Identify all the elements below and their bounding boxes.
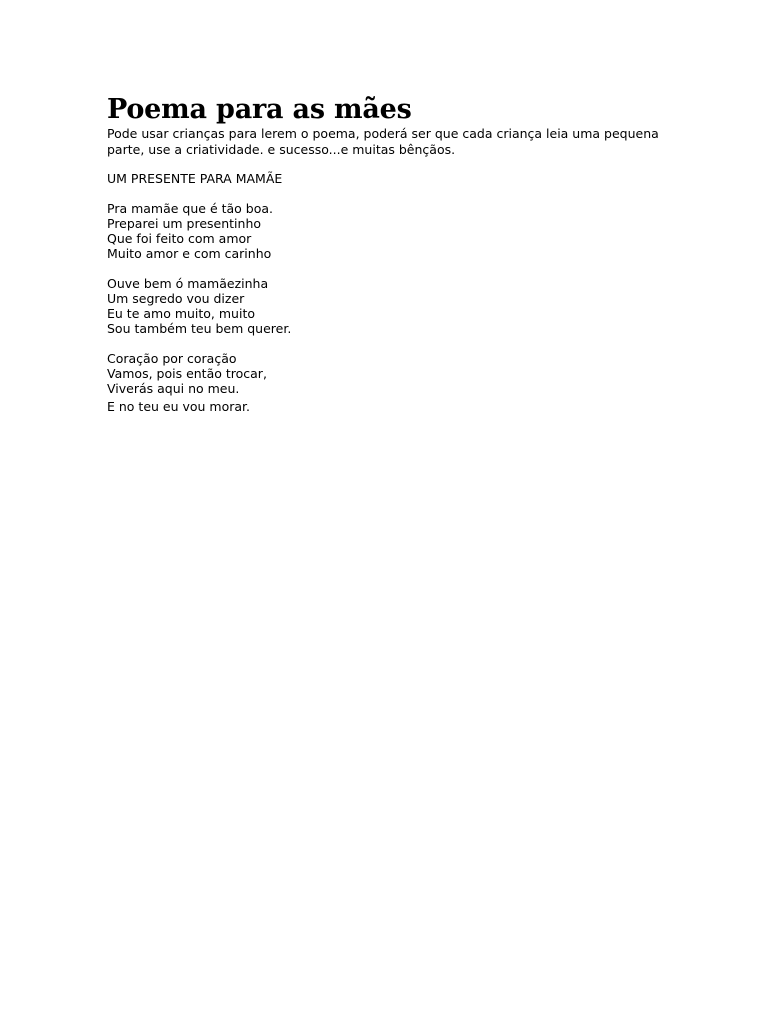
stanza-1 bbox=[107, 201, 687, 261]
stanza-2 bbox=[107, 276, 687, 336]
stanza-3 bbox=[107, 351, 687, 414]
poem-line: Vamos, pois então trocar, bbox=[107, 366, 267, 381]
poem-line: Pra mamãe que é tão boa. bbox=[107, 201, 274, 216]
poem-line: Coração por coração bbox=[107, 351, 237, 366]
poem-line: Viverás aqui no meu. bbox=[107, 381, 240, 396]
poem-line: Que foi feito com amor bbox=[107, 231, 252, 246]
poem-title: UM PRESENTE PARA MAMÃE bbox=[107, 171, 283, 186]
document-content bbox=[107, 94, 687, 414]
intro-paragraph: Pode usar crianças para lerem o poema, poderá ser que cada criança leia uma pequena parte, use a criatividade. e sucesso...e muitas bênçãos. bbox=[107, 126, 659, 157]
poem-line: Um segredo vou dizer bbox=[107, 291, 245, 306]
poem-line: E no teu eu vou morar. bbox=[107, 399, 251, 414]
poem-line: Eu te amo muito, muito bbox=[107, 306, 256, 321]
poem-line: Preparei um presentinho bbox=[107, 216, 262, 231]
poem-line: Sou também teu bem querer. bbox=[107, 321, 292, 336]
document-title: Poema para as mães bbox=[107, 94, 412, 125]
poem-line: Muito amor e com carinho bbox=[107, 246, 272, 261]
poem-line: Ouve bem ó mamãezinha bbox=[107, 276, 269, 291]
